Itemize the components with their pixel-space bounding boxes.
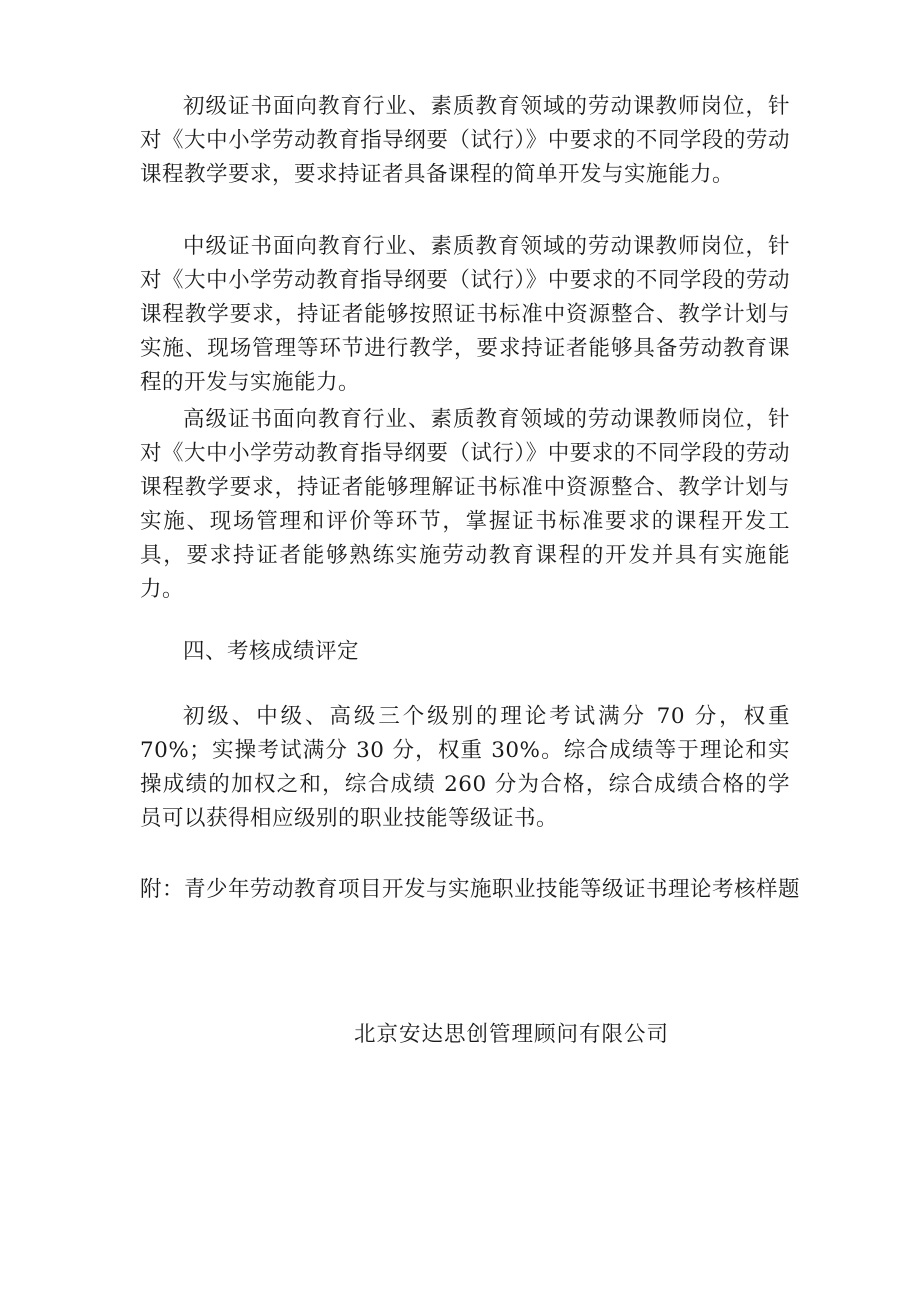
- section-heading-assessment: 四、考核成绩评定: [183, 639, 360, 664]
- paragraph-senior-certificate: 高级证书面向教育行业、素质教育领域的劳动课教师岗位，针对《大中小学劳动教育指导纲要（试行）》中要求的不同学段的劳动课程教学要求，持证者能够理解证书标准中资源整合、教学计划与实施、现场管理和评价等环节，掌握证书标准要求的课程开发工具，要求持证者能够熟练实施劳动教育课程的开发并具有实施能力。: [140, 407, 790, 602]
- company-signature: 北京安达思创管理顾问有限公司: [354, 1022, 670, 1047]
- paragraph-assessment-rules: 初级、中级、高级三个级别的理论考试满分 70 分，权重70%；实操考试满分 30 分，权重 30%。综合成绩等于理论和实操成绩的加权之和，综合成绩 260 分为合格，综合成绩合格的学员可以获得相应级别的职业技能等级证书。: [140, 704, 790, 831]
- paragraph-junior-certificate: 初级证书面向教育行业、素质教育领域的劳动课教师岗位，针对《大中小学劳动教育指导纲要（试行）》中要求的不同学段的劳动课程教学要求，要求持证者具备课程的简单开发与实施能力。: [140, 94, 790, 187]
- attachment-note: 附：青少年劳动教育项目开发与实施职业技能等级证书理论考核样题: [140, 877, 801, 902]
- paragraph-intermediate-certificate: 中级证书面向教育行业、素质教育领域的劳动课教师岗位，针对《大中小学劳动教育指导纲要（试行）》中要求的不同学段的劳动课程教学要求，持证者能够按照证书标准中资源整合、教学计划与实施、现场管理等环节进行教学，要求持证者能够具备劳动教育课程的开发与实施能力。: [140, 234, 790, 395]
